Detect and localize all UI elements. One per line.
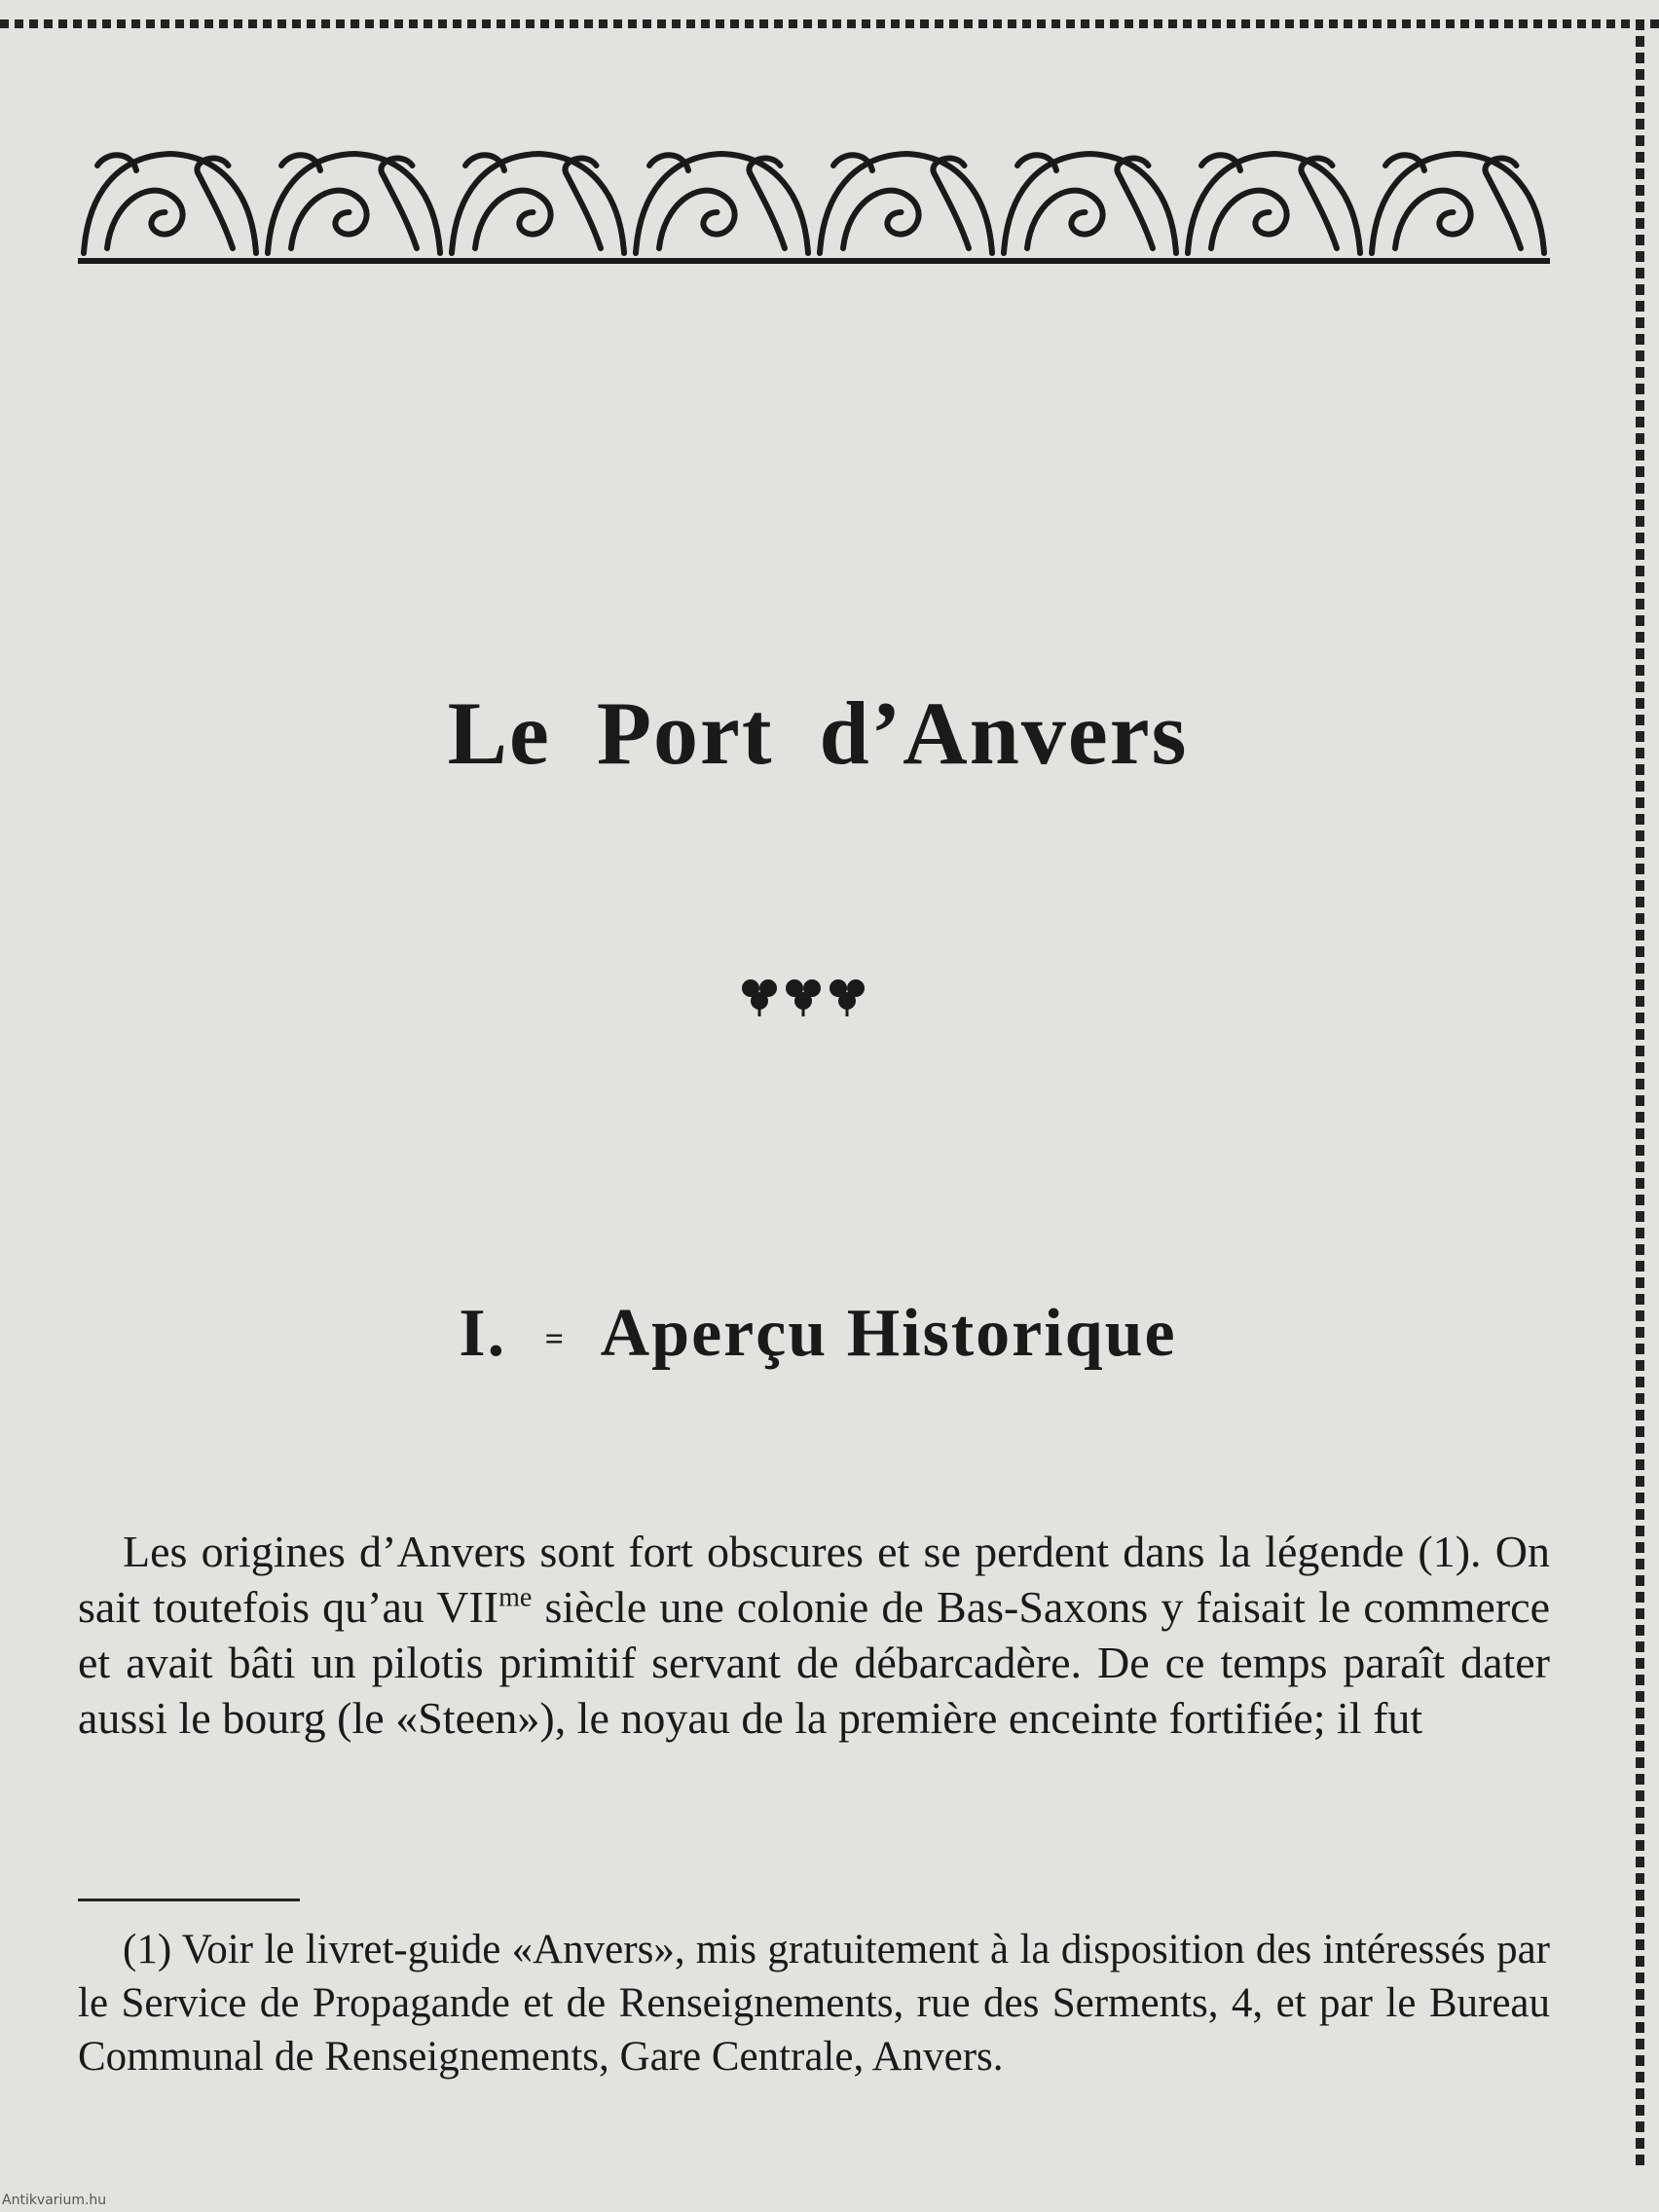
ornamental-border-band: [78, 136, 1550, 267]
section-separator: =: [544, 1320, 566, 1357]
footnote-rule: [78, 1899, 300, 1901]
body-superscript: me: [498, 1582, 533, 1613]
dashed-border-right: [1636, 19, 1644, 2171]
watermark: Antikvarium.hu: [2, 2193, 107, 2208]
dashed-border-top: [0, 19, 1659, 28]
footnote: (1) Voir le livret-guide «Anvers», mis gratuitement à la disposition des intéressés par le Service de Propagande et de Renseignements, rue des Serments, 4, et par le Bureau Communal de Renseignements, Gare Centrale, Anvers.: [78, 1927, 1550, 2080]
page-title: Le Port d’Anvers: [447, 683, 1189, 783]
body-text-part2: siècle une colonie de Bas-Saxons y faisait le commerce et avait bâti un pilotis primitif servant de débarcadère. De ce temps paraît dater aussi le bourg (le «Steen»), le noyau de la première enceinte fortifiée; il fut: [78, 1582, 1550, 1743]
section-heading: [0, 1295, 1636, 1373]
body-paragraph: [78, 1524, 1550, 1746]
clover-fleuron-icon: [735, 964, 871, 1022]
section-numeral: I.: [459, 1296, 507, 1371]
body-text-part1: Les origines d’Anvers sont fort obscures et se perdent dans la légende (1). On sait toutefois qu’au VII: [78, 1527, 1550, 1632]
section-title: Aperçu Historique: [600, 1296, 1177, 1371]
